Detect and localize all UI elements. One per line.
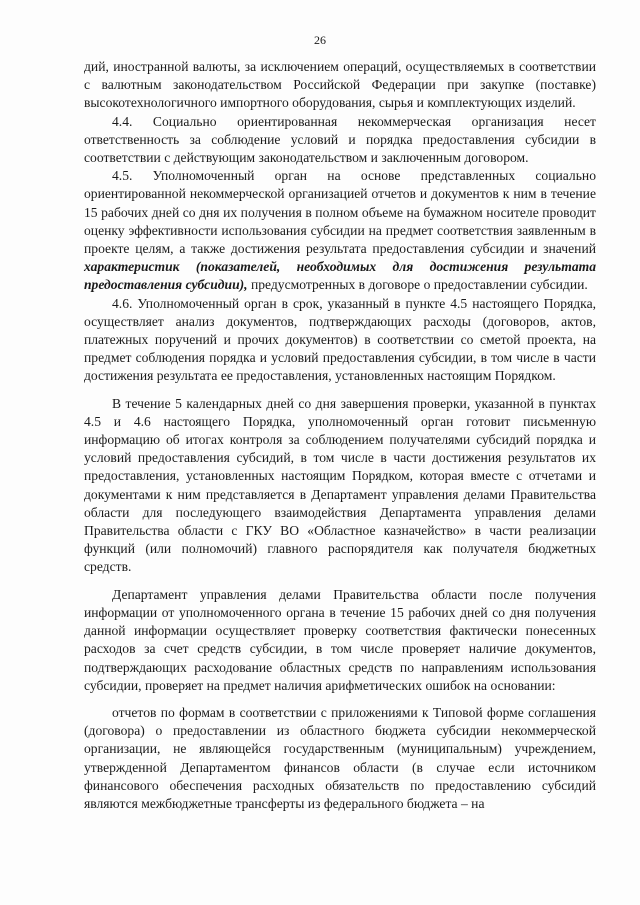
paragraph-4-5-emphasis: характеристик (показателей, необходимых для достижения результата предоставления субсидии), bbox=[84, 259, 596, 293]
document-body bbox=[84, 58, 596, 813]
paragraph-reports: отчетов по формам в соответствии с приложениями к Типовой форме соглашения (договора) о предоставлении из областного бюджета субсидии некоммерческой организации, не являющейся государственным (муниципальным) учреждением, утвержденной Департаментом финансов области (в случае если источником финансового обеспечения расходных обязательств по предоставлению субсидий являются межбюджетные трансферты из федерального бюджета – на bbox=[84, 704, 596, 811]
paragraph-control-results: В течение 5 календарных дней со дня завершения проверки, указанной в пунктах 4.5 и 4.6 настоящего Порядка, уполномоченный орган готовит письменную информацию об итогах контроля за соблюдением получателями субсидий порядка и условий предоставления субсидий, в том числе в части достижения результатов их предоставления, установленных настоящим Порядком, которая вместе с отчетами и документами к ним представляется в Департамент управления делами Правительства области для последующего взаимодействия Департамента управления делами Правительства области с ГКУ ВО «Областное казначейство» в части реализации функций (или полномочий) главного распорядителя как получателя бюджетных средств. bbox=[84, 395, 596, 575]
page-number: 26 bbox=[314, 33, 326, 47]
paragraph-continuation: дий, иностранной валюты, за исключением операций, осуществляемых в соответствии с валютным законодательством Российской Федерации при закупке (поставке) высокотехнологичного импортного оборудования, сырья и комплектующих изделий. bbox=[84, 59, 596, 111]
paragraph-4-5-text-after: предусмотренных в договоре о предоставлении субсидии. bbox=[247, 277, 588, 293]
paragraph-4-5 bbox=[84, 167, 596, 294]
paragraph-4-5-text-before: 4.5. Уполномоченный орган на основе представленных социально ориентированной некоммерческой организацией отчетов и документов к ним в течение 15 рабочих дней со дня их получения в полном объеме на бумажном носителе проводит оценку эффективности использования субсидии на предмет соответствия заявленным в проекте целям, а также достижения результата предоставления субсидии и значений bbox=[84, 168, 596, 257]
paragraph-department-check: Департамент управления делами Правительства области после получения информации от уполномоченного органа в течение 15 рабочих дней со дня получения данной информации осуществляет проверку соответствия фактически понесенных расходов за счет средств субсидии, в том числе проверяет наличие документов, подтверждающих расходование областных средств по направлениям использования субсидии, проверяет на предмет наличия арифметических ошибок на основании: bbox=[84, 586, 596, 693]
paragraph-4-4: 4.4. Социально ориентированная некоммерческая организация несет ответственность за соблюдение условий и порядка предоставления субсидии в соответствии с действующим законодательством и заключенным договором. bbox=[84, 113, 596, 166]
paragraph-4-6: 4.6. Уполномоченный орган в срок, указанный в пункте 4.5 настоящего Порядка, осуществляет анализ документов, подтверждающих расходы (договоров, актов, платежных поручений и прочих документов) в соответствии со сметой проекта, на предмет соблюдения порядка и условий предоставления субсидии, в том числе в части достижения результата ее предоставления, установленных настоящим Порядком. bbox=[84, 295, 596, 384]
